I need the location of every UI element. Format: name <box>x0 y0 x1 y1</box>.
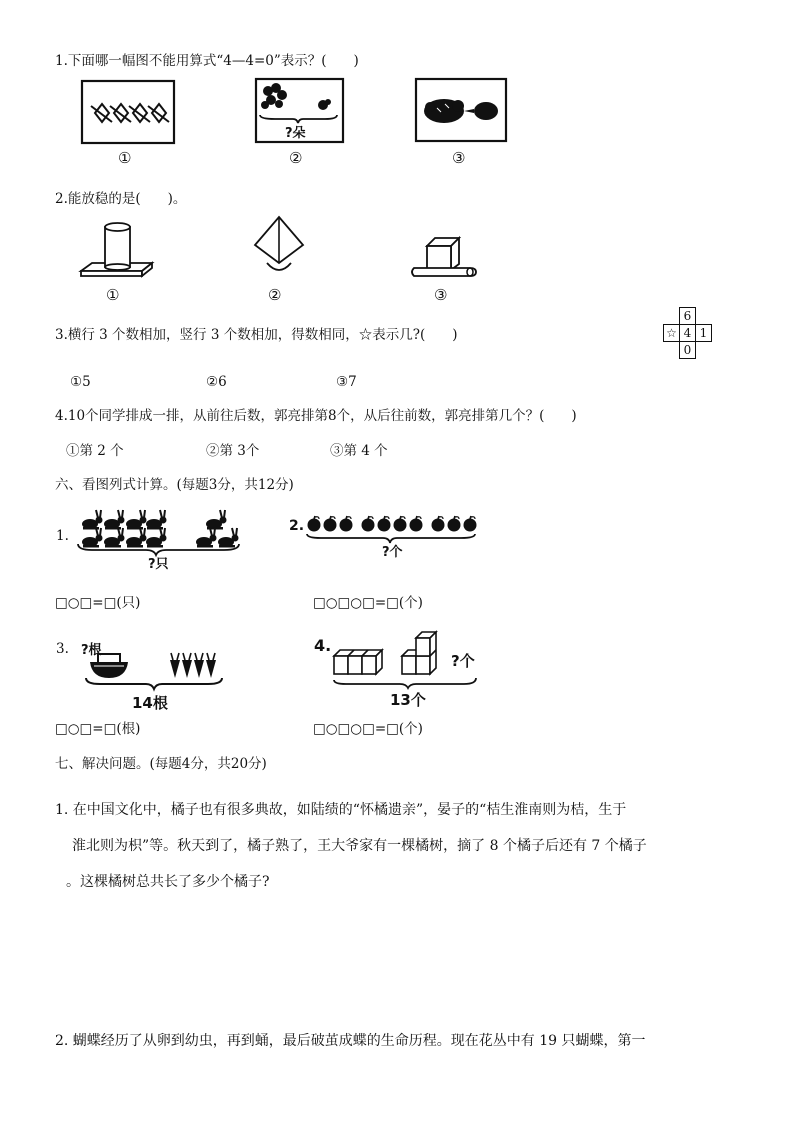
s7-p1-line-3: 。这棵橘树总共长了多少个橘子? <box>66 874 270 890</box>
s6-p3-top-label: ?根 <box>81 643 102 658</box>
q3-option-2: ②6 <box>206 374 227 390</box>
s6-p1-caption: ?只 <box>148 557 169 572</box>
s6-p4-caption: 13个 <box>390 691 426 709</box>
s6-p4-side-label: ?个 <box>451 652 475 670</box>
s6-p3-caption: 14根 <box>132 694 168 712</box>
s6-p4-number: 4. <box>314 636 332 655</box>
q2-picture-1 <box>80 221 154 279</box>
q2-picture-3 <box>412 234 478 278</box>
q2-label-1: ① <box>106 286 120 304</box>
s6-p3-basket-carrots-picture <box>84 650 224 692</box>
section6-heading: 六、看图列式计算。(每题3分，共12分) <box>55 477 294 493</box>
s6-p3-formula: □○□=□(根) <box>55 721 141 737</box>
q1-label-1: ① <box>118 149 132 167</box>
q2-picture-2 <box>251 215 307 279</box>
q4-option-1: ①第 2 个 <box>66 443 124 459</box>
grid-left-star: ☆ <box>663 324 680 342</box>
q2-label-2: ② <box>268 286 282 304</box>
q3-option-1: ①5 <box>70 374 91 390</box>
q1-picture-3 <box>415 78 507 143</box>
s6-p4-formula: □○□○□=□(个) <box>313 721 423 737</box>
s7-p2-line-1: 2. 蝴蝶经历了从卵到幼虫，再到蛹，最后破茧成蝶的生命历程。现在花丛中有 19 只蝴蝶，第一 <box>55 1033 646 1049</box>
s7-p1-line-2: 淮北则为枳”等。秋天到了，橘子熟了，王大爷家有一棵橘树，摘了 8 个橘子后还有 7 个橘子 <box>72 838 647 854</box>
q1-picture-1 <box>81 80 175 145</box>
q1-label-3: ③ <box>452 149 466 167</box>
q4-option-2: ②第 3个 <box>206 443 260 459</box>
q1-text: 1.下面哪一幅图不能用算式“4—4=0”表示？( ) <box>55 53 359 69</box>
q1-pic2-caption: ?朵 <box>285 126 306 141</box>
s6-p2-formula: □○□○□=□(个) <box>313 595 423 611</box>
q3-number-grid <box>663 307 711 359</box>
s6-p1-number: 1. <box>56 528 69 544</box>
q4-option-3: ③第 4 个 <box>330 443 388 459</box>
q4-text: 4.10个同学排成一排，从前往后数，郭亮排第8个，从后往前数，郭亮排第几个？( ) <box>55 408 577 424</box>
s6-p1-formula: □○□=□(只) <box>55 595 141 611</box>
grid-bottom: 0 <box>679 341 696 359</box>
q2-text: 2.能放稳的是( )。 <box>55 191 187 207</box>
q3-option-3: ③7 <box>336 374 357 390</box>
s7-p1-line-1: 1. 在中国文化中，橘子也有很多典故，如陆绩的“怀橘遗亲”，晏子的“桔生淮南则为桔，生于 <box>55 802 627 818</box>
section7-heading: 七、解决问题。(每题4分，共20分) <box>55 756 267 772</box>
s6-p2-caption: ?个 <box>382 545 403 560</box>
grid-center: 4 <box>679 324 696 342</box>
q1-label-2: ② <box>289 149 303 167</box>
grid-right: 1 <box>695 324 712 342</box>
s6-p2-number: 2. <box>289 518 305 534</box>
s6-p3-number: 3. <box>56 641 69 657</box>
grid-top: 6 <box>679 307 696 325</box>
q2-label-3: ③ <box>434 286 448 304</box>
q3-text: 3.横行 3 个数相加，竖行 3 个数相加，得数相同，☆表示几?( ) <box>55 327 458 343</box>
